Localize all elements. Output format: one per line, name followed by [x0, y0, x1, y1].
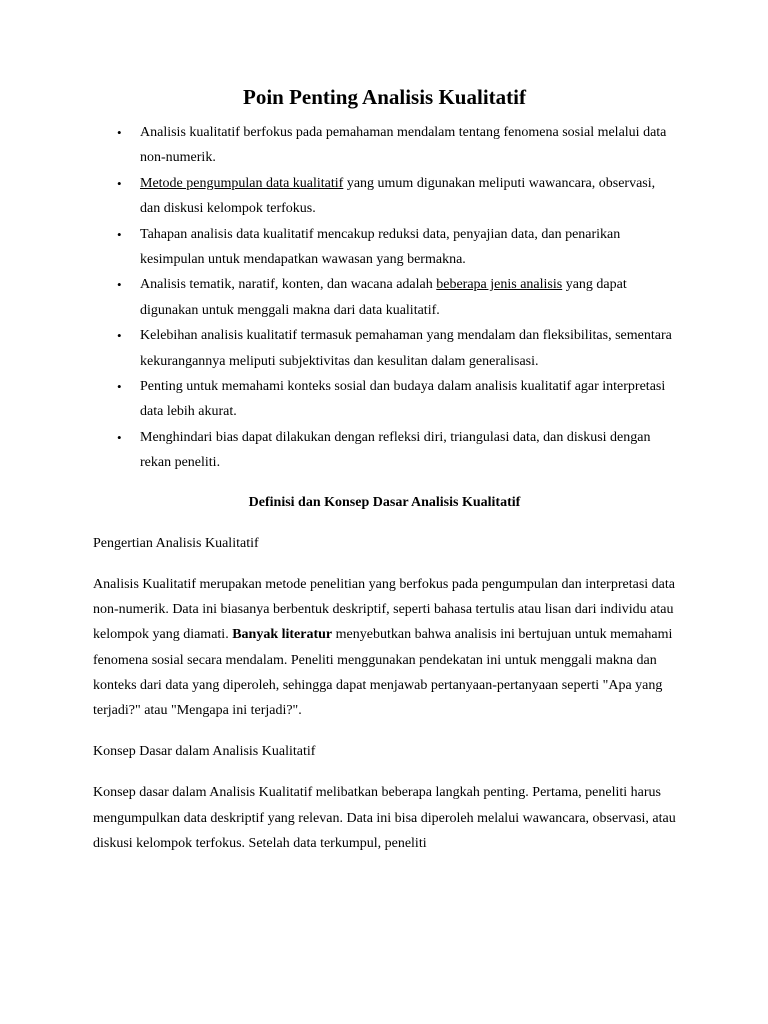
list-item — [117, 323, 676, 374]
list-item — [117, 425, 676, 476]
subheading-basic-concepts: Konsep Dasar dalam Analisis Kualitatif — [93, 744, 316, 760]
list-item-text: yang umum digunakan meliputi wawancara, observasi, dan diskusi kelompok terfokus. — [140, 175, 656, 217]
list-item-text: Analisis kualitatif berfokus pada pemahaman mendalam tentang fenomena sosial melalui data non-numerik. — [140, 125, 667, 166]
list-item-text: Penting untuk memahami konteks sosial dan budaya dalam analisis kualitatif agar interpretasi data lebih akurat. — [140, 379, 666, 420]
list-item-text: Analisis tematik, naratif, konten, dan wacana adalah — [140, 277, 437, 293]
subheading-definition: Pengertian Analisis Kualitatif — [93, 535, 259, 551]
list-item — [117, 222, 676, 273]
page-title: Poin Penting Analisis Kualitatif — [243, 85, 526, 109]
list-item — [117, 120, 676, 171]
list-item — [117, 374, 676, 425]
bullet-icon: • — [117, 379, 122, 395]
bullet-icon: • — [117, 328, 122, 344]
analysis-types-link[interactable]: beberapa jenis analisis — [436, 277, 563, 293]
key-points-list — [93, 120, 676, 476]
section-heading: Definisi dan Konsep Dasar Analisis Kualitatif — [248, 494, 521, 510]
list-item-text: Kelebihan analisis kualitatif termasuk pemahaman yang mendalam dan fleksibilitas, sementara kekurangannya meliputi subjektivitas dan kesulitan dalam generalisasi. — [140, 328, 672, 369]
paragraph-basic-concepts: Konsep dasar dalam Analisis Kualitatif melibatkan beberapa langkah penting. Pertama, peneliti harus mengumpulkan data deskriptif yang relevan. Data ini bisa diperoleh melalui wawancara, observasi, atau diskusi kelompok terfokus. Setelah data terkumpul, peneliti — [93, 785, 676, 851]
bullet-icon: • — [117, 277, 122, 293]
paragraph-definition — [93, 572, 676, 723]
bullet-icon: • — [117, 226, 122, 242]
paragraph-text: Analisis Kualitatif merupakan metode penelitian yang berfokus pada pengumpulan dan interpretasi data non-numerik. Data ini biasanya berbentuk deskriptif, seperti bahasa tertulis atau lisan dari individu atau kelompok yang diamati. — [93, 576, 675, 643]
list-item-text: Menghindari bias dapat dilakukan dengan refleksi diri, triangulasi data, dan diskusi dengan rekan peneliti. — [140, 429, 651, 471]
list-item — [117, 171, 676, 222]
bullet-icon: • — [117, 175, 122, 191]
list-item — [117, 272, 676, 323]
paragraph-text: menyebutkan bahwa analisis ini bertujuan untuk memahami fenomena sosial secara mendalam. Peneliti menggunakan pendekatan ini untuk menggali makna dan konteks dari data yang diperoleh, sehingga dapat menjawab pertanyaan-pertanyaan seperti "Apa yang terjadi?" atau "Mengapa ini terjadi?". — [93, 627, 673, 718]
data-collection-methods-link[interactable]: Metode pengumpulan data kualitatif — [140, 175, 344, 191]
bullet-icon: • — [117, 125, 122, 140]
list-item-text: Tahapan analisis data kualitatif mencakup reduksi data, penyajian data, dan penarikan kesimpulan untuk mendapatkan wawasan yang bermakna. — [140, 226, 621, 268]
bold-phrase: Banyak literatur — [232, 627, 333, 643]
list-item-text: yang dapat digunakan untuk menggali makna dari data kualitatif. — [140, 277, 627, 318]
bullet-icon: • — [117, 429, 122, 445]
